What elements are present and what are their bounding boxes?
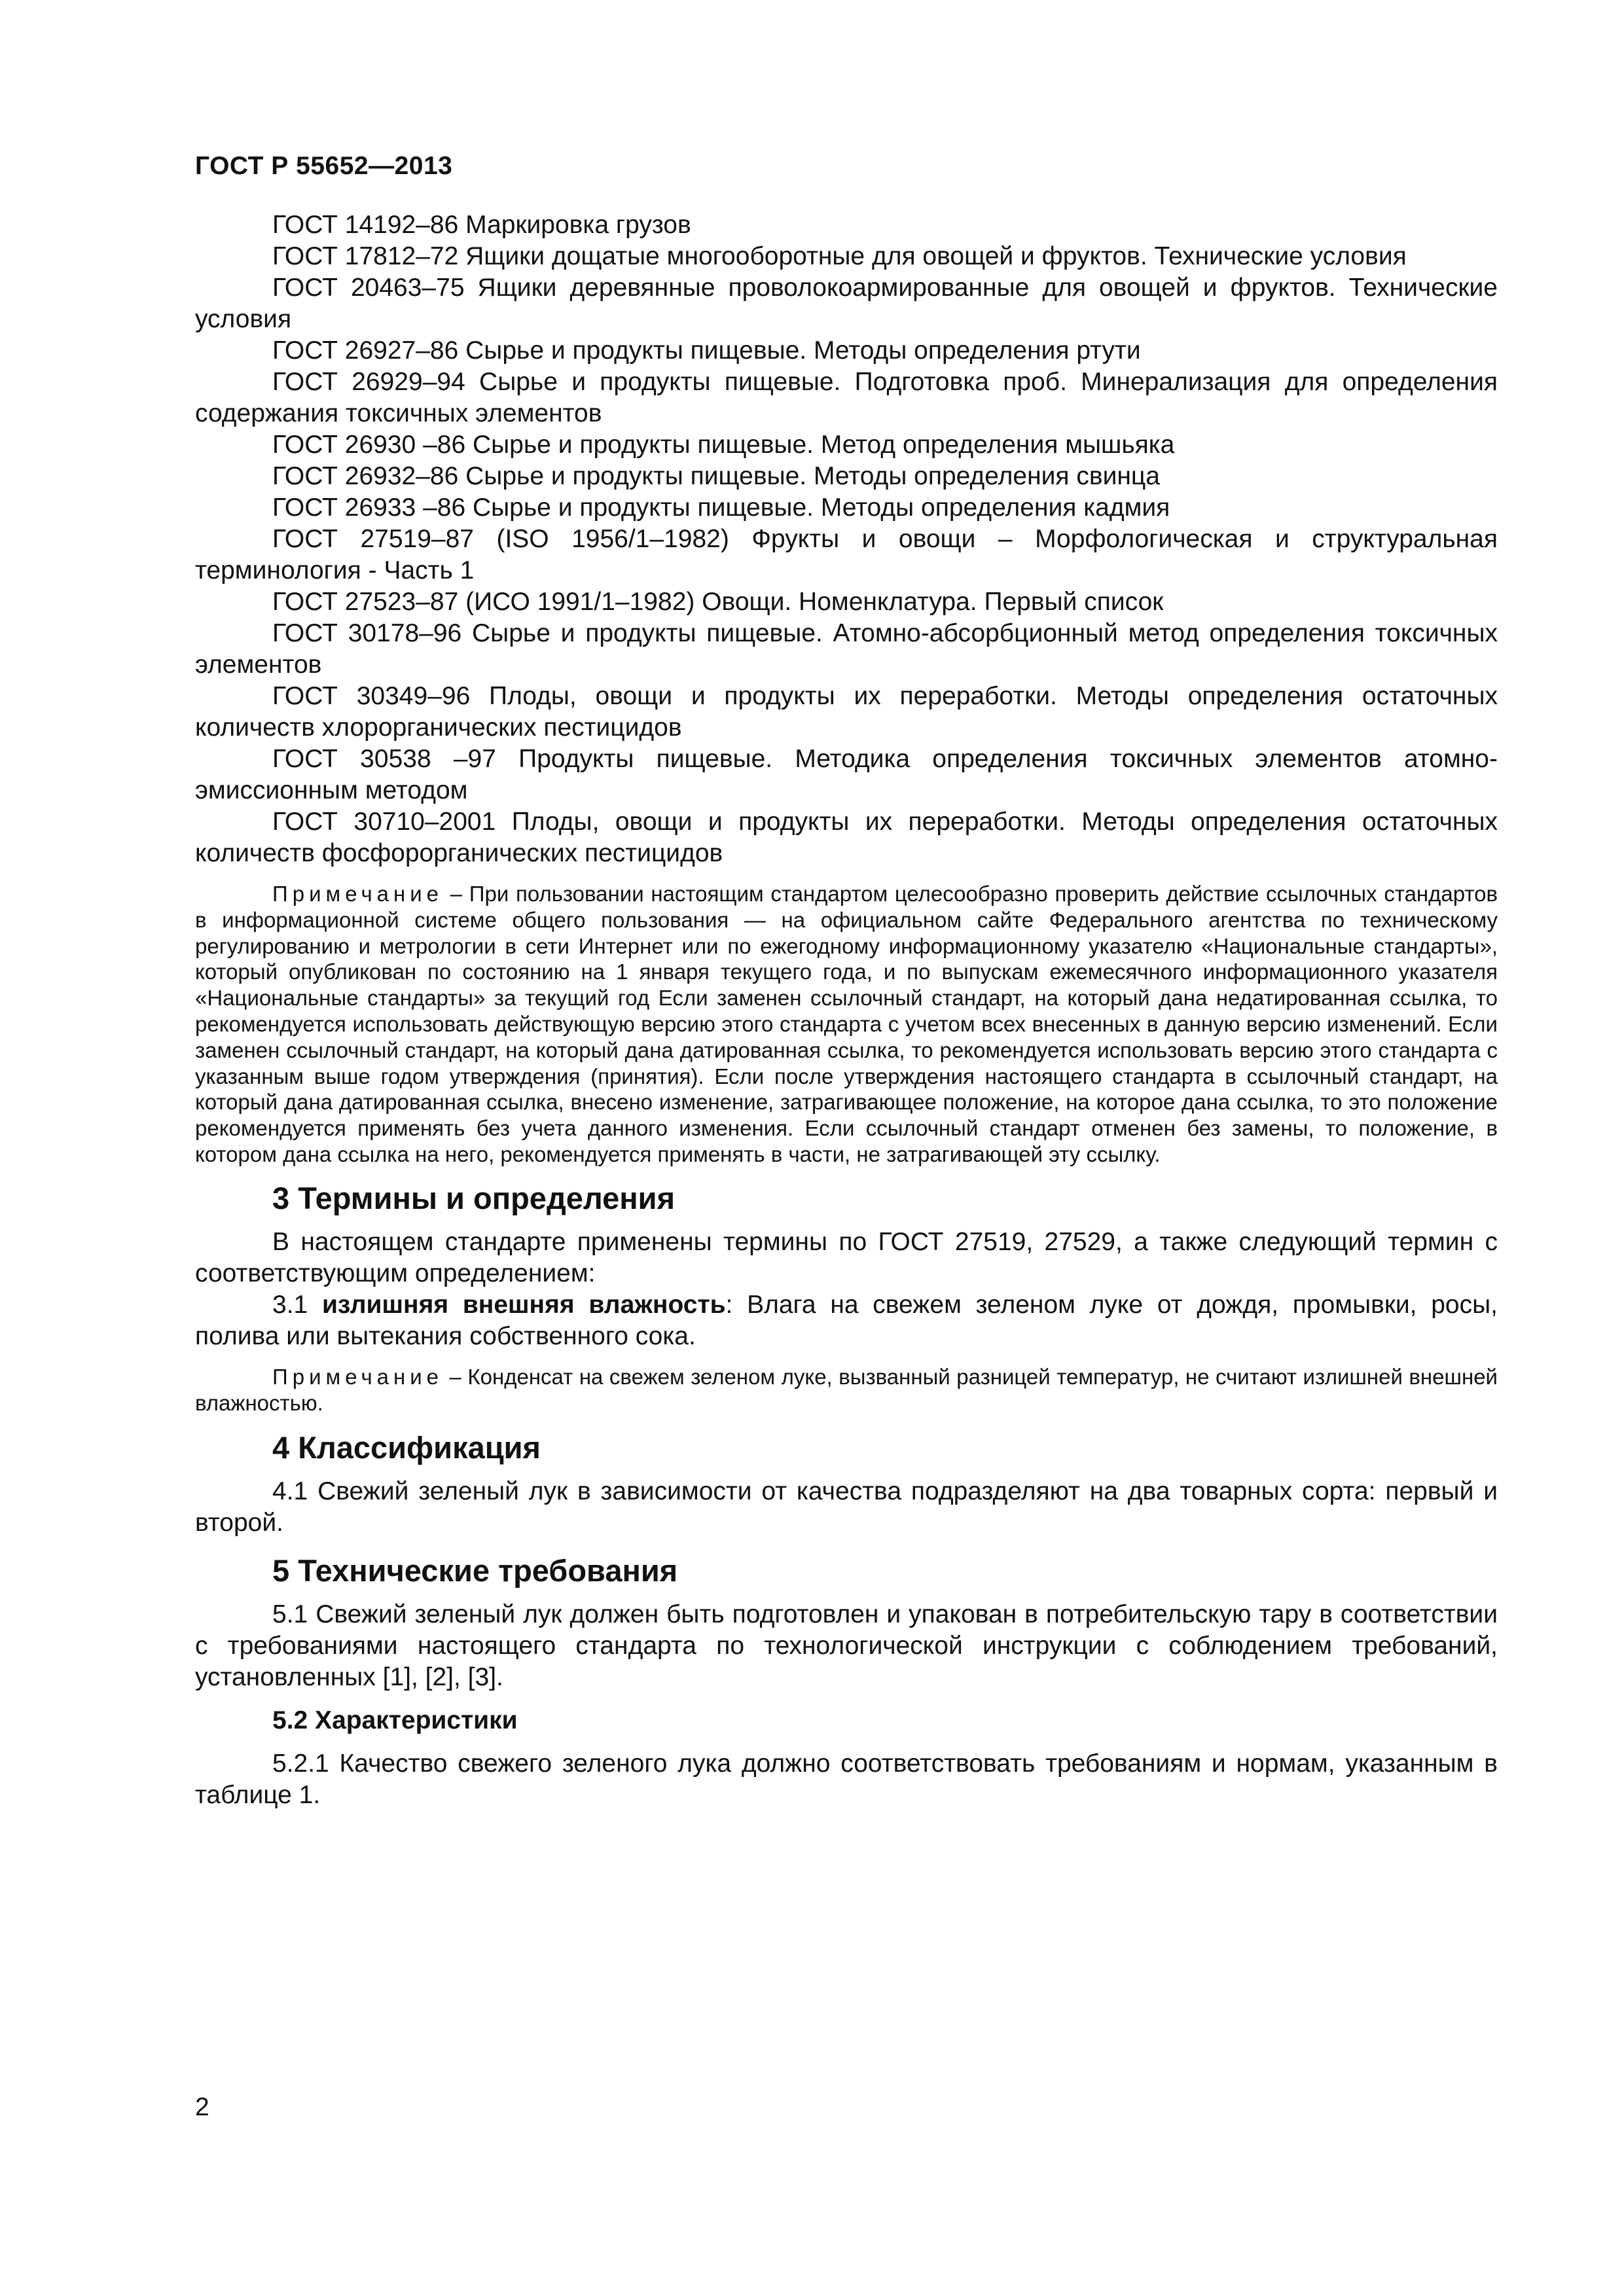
- reference-item: ГОСТ 17812–72 Ящики дощатые многооборотные для овощей и фруктов. Технические условия: [272, 242, 1407, 270]
- term-note: [195, 1364, 1498, 1416]
- reference-item: ГОСТ 30178–96 Сырье и продукты пищевые. Атомно-абсорбционный метод определения токсичных элементов: [195, 619, 1498, 679]
- reference-item: ГОСТ 26927–86 Сырье и продукты пищевые. Методы определения ртути: [272, 336, 1141, 365]
- note-label: Примечание: [272, 882, 444, 906]
- reference-item: ГОСТ 30710–2001 Плоды, овощи и продукты их переработки. Методы определения остаточных количеств фосфорорганических пестицидов: [195, 808, 1498, 867]
- reference-item: ГОСТ 27523–87 (ИСО 1991/1–1982) Овощи. Номенклатура. Первый список: [272, 588, 1164, 616]
- section-5-title: 5 Технические требования: [272, 1553, 678, 1588]
- note-text: – При пользовании настоящим стандартом целесообразно проверить действие ссылочных стандартов в информационной системе общего пользования — на официальном сайте Федерального агентства по техническому регулированию и метрологии в сети Интернет или по ежегодному информационному указателю «Национальные стандарты», который опубликован по состоянию на 1 января текущего года, и по выпускам ежемесячного информационного указателя «Национальные стандарты» за текущий год Если заменен ссылочный стандарт, на который дана недатированная ссылка, то рекомендуется использовать действующую версию этого стандарта с учетом всех внесенных в данную версию изменений. Если заменен ссылочный стандарт, на который дана датированная ссылка, то рекомендуется использовать версию этого стандарта с указанным выше годом утверждения (принятия). Если после утверждения настоящего стандарта в ссылочный стандарт, на который дана датированная ссылка, внесено изменение, затрагивающее положение, на которое дана ссылка, то это положение рекомендуется применять без учета данного изменения. Если ссылочный стандарт отменен без замены, то положение, в котором дана ссылка на него, рекомендуется применять в части, не затрагивающей эту ссылку.: [195, 882, 1498, 1166]
- reference-item: ГОСТ 26933 –86 Сырье и продукты пищевые. Методы определения кадмия: [272, 493, 1170, 522]
- subsection-5-2-paragraph: 5.2.1 Качество свежего зеленого лука должно соответствовать требованиям и нормам, указанным в таблице 1.: [195, 1749, 1498, 1810]
- term-name: излишняя внешняя влажность: [321, 1290, 726, 1319]
- reference-item: ГОСТ 26930 –86 Сырье и продукты пищевые. Метод определения мышьяка: [272, 431, 1175, 459]
- normative-references-list: [195, 209, 1498, 869]
- reference-item: ГОСТ 26929–94 Сырье и продукты пищевые. Подготовка проб. Минерализация для определения содержания токсичных элементов: [195, 368, 1498, 427]
- section-4-paragraph: 4.1 Свежий зеленый лук в зависимости от качества подразделяют на два товарных сорта: первый и второй.: [195, 1477, 1498, 1537]
- reference-item: ГОСТ 30538 –97 Продукты пищевые. Методика определения токсичных элементов атомно-эмиссионным методом: [195, 745, 1498, 804]
- reference-item: ГОСТ 30349–96 Плоды, овощи и продукты их переработки. Методы определения остаточных количеств хлорорганических пестицидов: [195, 682, 1498, 742]
- term-definition-text: : Влага на свежем зеленом луке от дождя, промывки, росы, полива или вытекания собственного сока.: [195, 1290, 1498, 1350]
- page-number: 2: [195, 2093, 209, 2121]
- document-header-id: ГОСТ Р 55652—2013: [195, 152, 453, 180]
- section-3-title: 3 Термины и определения: [272, 1180, 675, 1215]
- reference-item: ГОСТ 20463–75 Ящики деревянные проволокоармированные для овощей и фруктов. Технические условия: [195, 274, 1498, 333]
- note-label: Примечание: [272, 1364, 444, 1389]
- reference-item: ГОСТ 27519–87 (ISO 1956/1–1982) Фрукты и овощи – Морфологическая и структуральная терминология - Часть 1: [195, 525, 1498, 584]
- section-3-intro: В настоящем стандарте применены термины по ГОСТ 27519, 27529, а также следующий термин с соответствующим определением:: [195, 1227, 1498, 1287]
- reference-item: ГОСТ 14192–86 Маркировка грузов: [272, 211, 691, 239]
- subsection-5-2-title: 5.2 Характеристики: [272, 1706, 518, 1735]
- note-text: – Конденсат на свежем зеленом луке, вызванный разницей температур, не считают излишней внешней влажностью.: [195, 1364, 1498, 1415]
- reference-item: ГОСТ 26932–86 Сырье и продукты пищевые. Методы определения свинца: [272, 462, 1160, 490]
- term-number: 3.1: [272, 1290, 308, 1319]
- document-body: [195, 209, 1498, 1811]
- references-note: [195, 881, 1498, 1168]
- term-definition: [195, 1289, 1498, 1352]
- section-4-title: 4 Классификация: [272, 1430, 541, 1465]
- section-5-paragraph: 5.1 Свежий зеленый лук должен быть подготовлен и упакован в потребительскую тару в соответствии с требованиями настоящего стандарта по технологической инструкции с соблюдением требований, установленных [1], [2], [3].: [195, 1600, 1498, 1692]
